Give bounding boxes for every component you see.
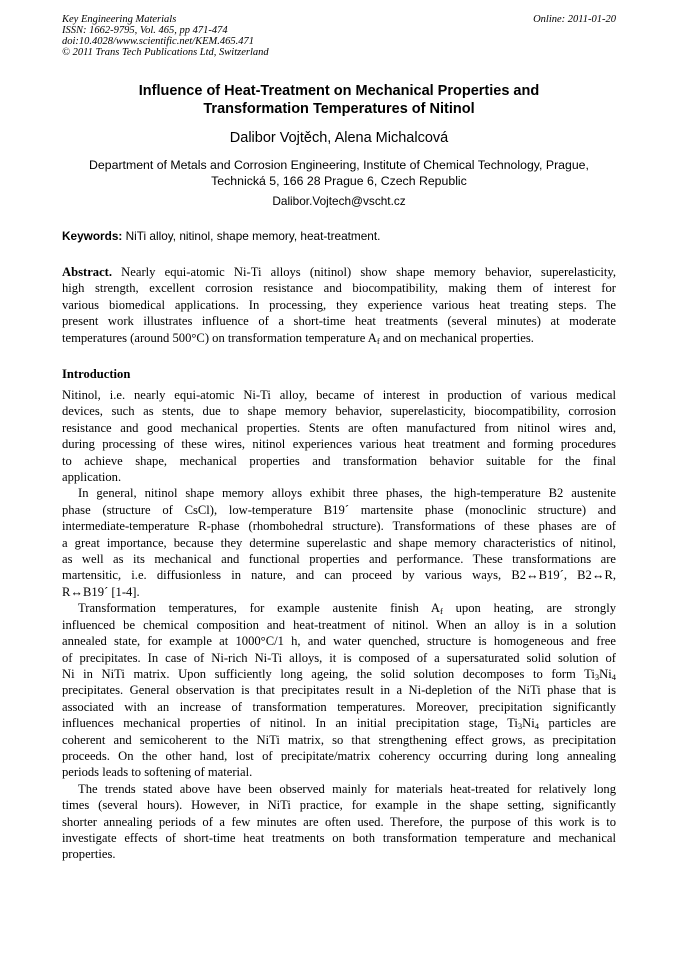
- paper-title: [62, 82, 616, 118]
- body-line: precipitates. General observation is that precipitates result in a Ni-depletion of the NiTi phase that is: [62, 683, 616, 698]
- affiliation-line: Department of Metals and Corrosion Engineering, Institute of Chemical Technology, Prague,: [89, 158, 589, 172]
- body-line: of precipitates. In case of Ni-rich Ni-Ti alloys, it is composed of a supersaturated solid solution of: [62, 650, 616, 665]
- abstract: [62, 264, 616, 346]
- abstract-line: high strength, excellent corrosion resistance and biocompatibility, making them of interest for: [62, 281, 616, 296]
- body-line: Nitinol, i.e. nearly equi-atomic Ni-Ti alloy, became of interest in production of various medical: [62, 388, 616, 402]
- keywords-text: NiTi alloy, nitinol, shape memory, heat-treatment.: [122, 229, 381, 243]
- body-line: investigate effects of short-time heat treatments on both transformation temperature and mechanical: [62, 830, 616, 845]
- online-date: Online: 2011-01-20: [533, 14, 616, 25]
- body-line: R↔B19´ [1-4].: [62, 584, 140, 599]
- journal-name: Key Engineering Materials: [62, 14, 177, 25]
- keywords: [62, 228, 616, 244]
- body-line: devices, such as stents, due to shape memory behavior, superelasticity, biocompatibility, corrosion: [62, 404, 616, 419]
- author-email: Dalibor.Vojtech@vscht.cz: [272, 194, 406, 208]
- body-line: properties.: [62, 847, 116, 862]
- affiliation: [62, 157, 616, 189]
- body-line: Ni in NiTi matrix. Upon sufficiently long ageing, the solid solution decomposes to form $Ti_3Ni_4$: [62, 666, 616, 682]
- body-line: application.: [62, 470, 122, 485]
- body-line: intermediate-temperature R-phase (rhombohedral structure). Transformations of these phases are of: [62, 519, 616, 534]
- body-line: annealed state, for example at 1000°C/1 h, and water quenched, structure is homogeneous and free: [62, 634, 616, 649]
- body-line: a great importance, because they determine superelastic and shape memory characteristics of nitinol,: [62, 535, 616, 550]
- title-line: Influence of Heat-Treatment on Mechanical Properties and: [138, 83, 540, 99]
- body-line: influences mechanical properties of nitinol. In an initial precipitation stage, $Ti_3Ni_4$ particles are: [62, 716, 617, 732]
- body-line: associated with an increase of transformation temperatures. Moreover, precipitation significantly: [62, 699, 616, 714]
- body-line: during processing of these wires, nitinol experiences various heat treatment and forming procedures: [62, 437, 616, 452]
- title-line: Transformation Temperatures of Nitinol: [203, 101, 475, 117]
- body-line: coherent and semicoherent to the NiTi matrix, so that strengthening effect grows, as precipitation: [62, 732, 616, 747]
- journal-doi: doi:10.4028/www.scientific.net/KEM.465.471: [62, 36, 254, 47]
- journal-metadata: [62, 14, 616, 58]
- body-line: influenced be chemical composition and heat-treatment of nitinol. When an alloy is in a solution: [62, 617, 616, 632]
- body-line: times (several hours). However, in NiTi practice, for example in the shape setting, significantly: [62, 798, 616, 813]
- body-line: Transformation temperatures, for example austenite finish $A_f$ upon heating, are strongly: [78, 601, 617, 617]
- affiliation-line: Technická 5, 166 28 Prague 6, Czech Republic: [211, 174, 467, 188]
- keywords-label: Keywords:: [62, 229, 123, 243]
- body-line: to achieve shape, mechanical properties and transformation behavior suitable for the final: [62, 453, 616, 468]
- body-line: proceeds. On the other hand, lost of precipitate/matrix coherency occurring during long annealing: [62, 748, 616, 763]
- authors: Dalibor Vojtěch, Alena Michalcová: [229, 130, 449, 146]
- body-line: as well as its mechanical and functional properties and performance. These transformations are: [62, 552, 616, 567]
- introduction-body: [62, 387, 616, 863]
- body-line: periods leads to softening of material.: [62, 765, 253, 780]
- body-line: In general, nitinol shape memory alloys exhibit three phases, the high-temperature B2 austenite: [78, 486, 616, 501]
- journal-copyright: © 2011 Trans Tech Publications Ltd, Switzerland: [62, 47, 269, 58]
- abstract-line: various biomedical applications. In processing, they experience various heat treating steps. The: [62, 297, 616, 312]
- abstract-label: Abstract.: [62, 265, 113, 279]
- abstract-line: present work illustrates influence of a short-time heat treatments (several minutes) at moderate: [62, 314, 616, 329]
- body-line: The trends stated above have been observed mainly for materials heat-treated for relatively long: [78, 781, 616, 796]
- body-line: phase (structure of CsCl), low-temperature B19´ martensite phase (monoclinic structure) and: [62, 502, 616, 517]
- abstract-line: temperatures (around 500°C) on transformation temperature $A_f$ and on mechanical properties.: [62, 330, 534, 346]
- abstract-line: Abstract. Nearly equi-atomic Ni-Ti alloys (nitinol) show shape memory behavior, superelasticity,: [62, 265, 616, 279]
- body-line: shorter annealing periods of a few minutes are often used. Therefore, the purpose of this work is to: [62, 814, 616, 829]
- body-line: martensitic, i.e. diffusionless in nature, and can proceed by various ways, B2↔B19´, B2↔R,: [62, 568, 616, 583]
- section-heading-introduction: Introduction: [62, 367, 131, 381]
- body-line: resistance and good mechanical properties. Stents are often manufactured from nitinol wires and,: [62, 420, 616, 435]
- journal-issn: ISSN: 1662-9795, Vol. 465, pp 471-474: [62, 25, 228, 36]
